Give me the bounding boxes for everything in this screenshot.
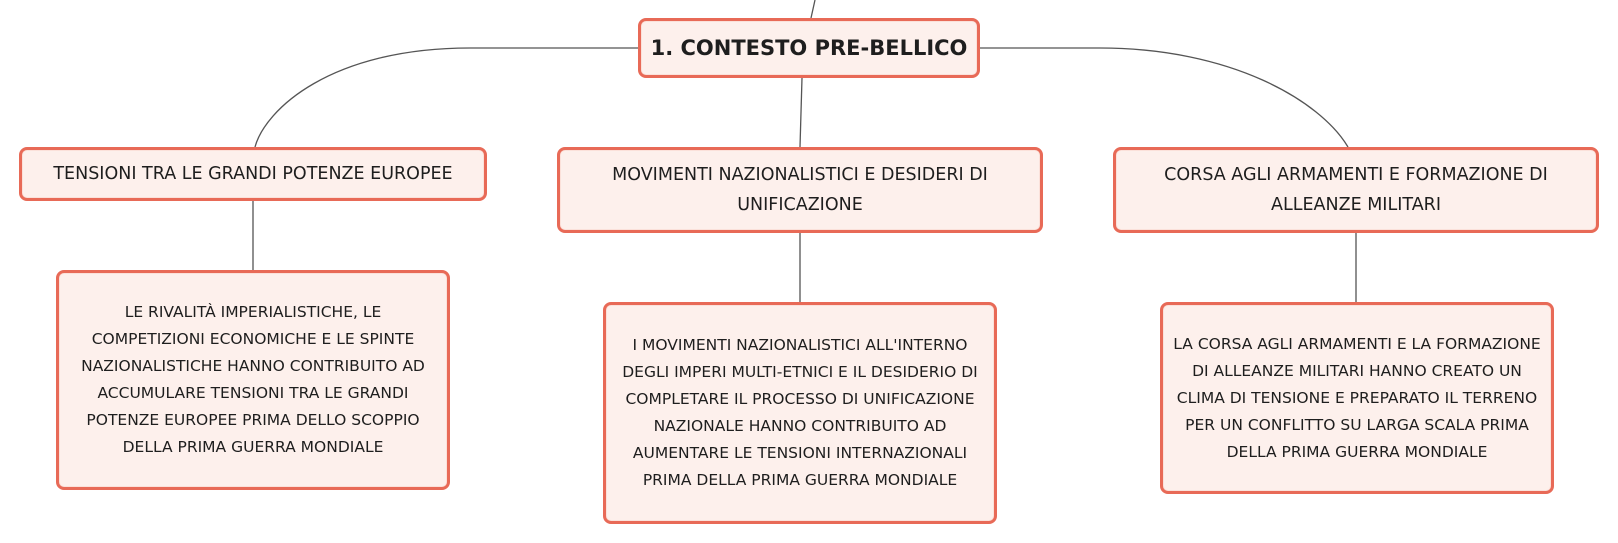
branch-topic-corsa-armamenti[interactable] [1113,147,1599,233]
connector-root-to-branch-1 [255,48,638,147]
branch-topic-tensioni[interactable] [19,147,487,201]
detail-topic-tensioni[interactable] [56,270,450,490]
detail-topic-movimenti[interactable] [603,302,997,524]
root-topic[interactable] [638,18,980,78]
branch-topic-label: TENSIONI TRA LE GRANDI POTENZE EUROPEE [53,164,453,184]
connector-root-to-branch-2 [800,78,802,147]
branch-topic-label: CORSA AGLI ARMAMENTI E FORMAZIONE DI ALLEANZE MILITARI [1164,165,1548,215]
detail-topic-text: LE RIVALITÀ IMPERIALISTICHE, LE COMPETIZIONI ECONOMICHE E LE SPINTE NAZIONALISTICHE HANNO CONTRIBUITO AD ACCUMULARE TENSIONI TRA LE GRANDI POTENZE EUROPEE PRIMA DELLO SCOPPIO DELLA PRIMA GUERRA MONDIALE [81,303,425,456]
detail-topic-text: LA CORSA AGLI ARMAMENTI E LA FORMAZIONE DI ALLEANZE MILITARI HANNO CREATO UN CLIMA DI TENSIONE E PREPARATO IL TERRENO PER UN CONFLITTO SU LARGA SCALA PRIMA DELLA PRIMA GUERRA MONDIALE [1173,334,1541,461]
connector-root-to-branch-3 [980,48,1348,147]
detail-topic-text: I MOVIMENTI NAZIONALISTICI ALL'INTERNO DEGLI IMPERI MULTI-ETNICI E IL DESIDERIO DI COMPLETARE IL PROCESSO DI UNIFICAZIONE NAZIONALE HANNO CONTRIBUITO AD AUMENTARE LE TENSIONI INTERNAZIONALI PRIMA DELLA PRIMA GUERRA MONDIALE [622,336,978,489]
branch-topic-movimenti[interactable] [557,147,1043,233]
connector-parent-to-root [811,0,815,18]
branch-topic-label: MOVIMENTI NAZIONALISTICI E DESIDERI DI UNIFICAZIONE [612,165,988,215]
detail-topic-corsa-armamenti[interactable] [1160,302,1554,494]
root-topic-label: 1. CONTESTO PRE-BELLICO [650,36,968,60]
